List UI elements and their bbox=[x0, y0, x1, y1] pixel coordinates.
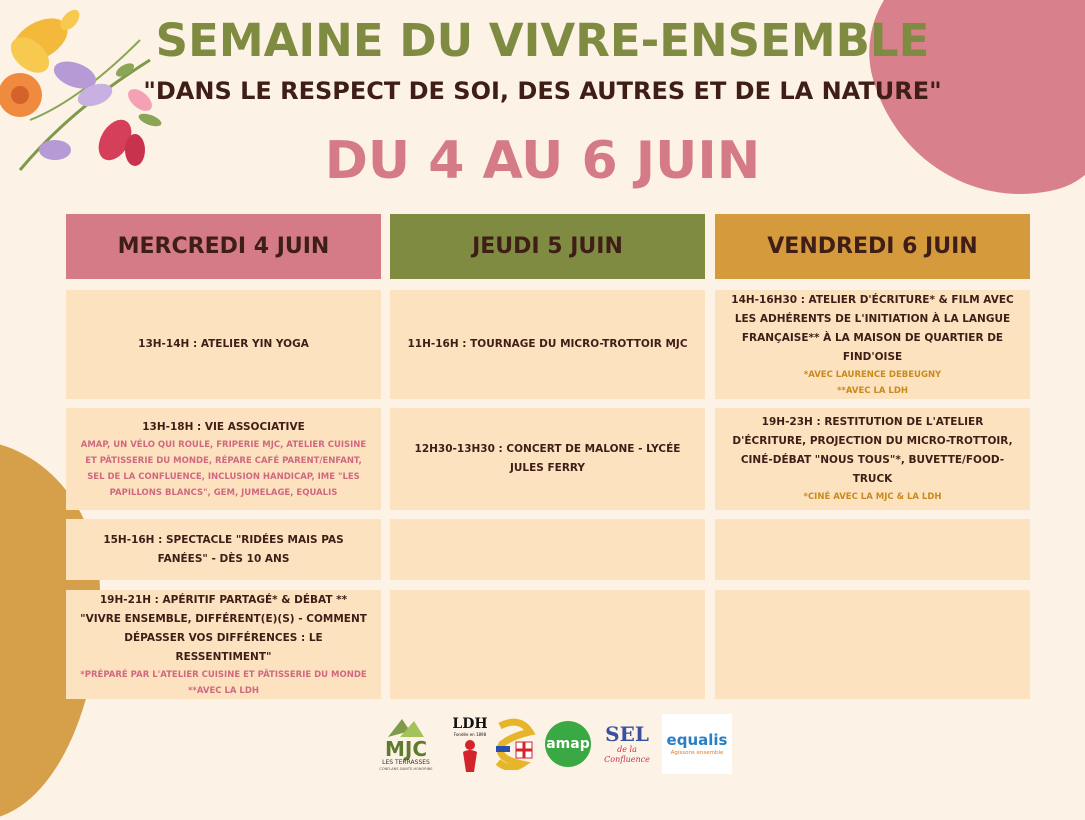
sel-logo: SEL de la Confluence bbox=[604, 722, 650, 764]
event-text: 11H-16H : TOURNAGE DU MICRO-TROTTOIR MJC bbox=[407, 338, 688, 350]
partner-logos bbox=[0, 714, 1085, 776]
schedule-cell-thu-4 bbox=[390, 590, 705, 699]
event-note: *PRÉPARÉ PAR L'ATELIER CUISINE ET PÂTISSERIE DU MONDE bbox=[80, 669, 367, 680]
event-title: SEMAINE DU VIVRE-ENSEMBLE bbox=[155, 14, 930, 67]
event-dates: DU 4 AU 6 JUIN bbox=[324, 131, 761, 191]
schedule-cell-thu-1 bbox=[390, 290, 705, 399]
event-subtitle: "DANS LE RESPECT DE SOI, DES AUTRES ET DE LA NATURE" bbox=[143, 77, 942, 105]
schedule-cell-wed-2 bbox=[66, 408, 381, 510]
schedule-cell-fri-3 bbox=[715, 519, 1030, 580]
amap-logo: amap bbox=[543, 714, 593, 774]
day-header-thursday: JEUDI 5 JUIN bbox=[390, 214, 705, 279]
event-text: 15H-16H : SPECTACLE "RIDÉES MAIS PAS FANÉES" - DÈS 10 ANS bbox=[103, 533, 344, 565]
day-header-friday: VENDREDI 6 JUIN bbox=[715, 214, 1030, 279]
equalis-logo: equalis Agissons ensemble bbox=[662, 714, 732, 774]
event-text: 13H-18H : VIE ASSOCIATIVE bbox=[142, 420, 305, 433]
event-text: 14H-16H30 : ATELIER D'ÉCRITURE* & FILM AVEC LES ADHÉRENTS DE L'INITIATION À LA LANGUE FRANÇAISE** À LA MAISON DE QUARTIER DE FIND'OISE bbox=[731, 293, 1014, 363]
jumelage-logo bbox=[491, 714, 539, 774]
schedule-cell-thu-3 bbox=[390, 519, 705, 580]
schedule-cell-wed-3 bbox=[66, 519, 381, 580]
event-note: AMAP, UN VÉLO QUI ROULE, FRIPERIE MJC, ATELIER CUISINE ET PÂTISSERIE DU MONDE, RÉPARE CAFÉ PARENT/ENFANT, SEL DE LA CONFLUENCE, INCLUSION HANDICAP, IME "LES PAPILLONS BLANCS", GEM, JUMELAGE, EQUALIS bbox=[80, 439, 367, 498]
event-text: 19H-23H : RESTITUTION DE L'ATELIER D'ÉCRITURE, PROJECTION DU MICRO-TROTTOIR, CINÉ-DÉBAT "NOUS TOUS"*, BUVETTE/FOOD-TRUCK bbox=[732, 416, 1013, 485]
schedule-cell-wed-4 bbox=[66, 590, 381, 699]
event-note: *AVEC LAURENCE DEBEUGNY bbox=[803, 369, 942, 380]
ldh-logo: LDH Fondée en 1898 bbox=[450, 714, 490, 774]
schedule-cell-fri-1 bbox=[715, 290, 1030, 399]
event-note: *CINÉ AVEC LA MJC & LA LDH bbox=[803, 492, 942, 502]
mjc-logo: MJC LES TERRASSES CONFLANS SAINTE-HONORINE bbox=[372, 714, 440, 774]
schedule-cell-wed-1 bbox=[66, 290, 381, 399]
event-text: 13H-14H : ATELIER YIN YOGA bbox=[138, 338, 309, 350]
event-note: **AVEC LA LDH bbox=[836, 385, 908, 396]
schedule-cell-fri-2 bbox=[715, 408, 1030, 510]
event-text: 12H30-13H30 : CONCERT DE MALONE - LYCÉE JULES FERRY bbox=[414, 443, 681, 474]
day-header-wednesday: MERCREDI 4 JUIN bbox=[66, 214, 381, 279]
event-text: 19H-21H : APÉRITIF PARTAGÉ* & DÉBAT ** "VIVRE ENSEMBLE, DIFFÉRENT(E)(S) - COMMENT DÉPASSER VOS DIFFÉRENCES : LE RESSENTIMENT" bbox=[80, 593, 367, 663]
jumelage-flags-icon bbox=[492, 718, 538, 770]
event-note: **AVEC LA LDH bbox=[187, 685, 259, 696]
ldh-figure-icon bbox=[455, 738, 485, 772]
schedule-cell-thu-2 bbox=[390, 408, 705, 510]
mjc-triangle-icon bbox=[386, 717, 426, 739]
schedule-cell-fri-4 bbox=[715, 590, 1030, 699]
